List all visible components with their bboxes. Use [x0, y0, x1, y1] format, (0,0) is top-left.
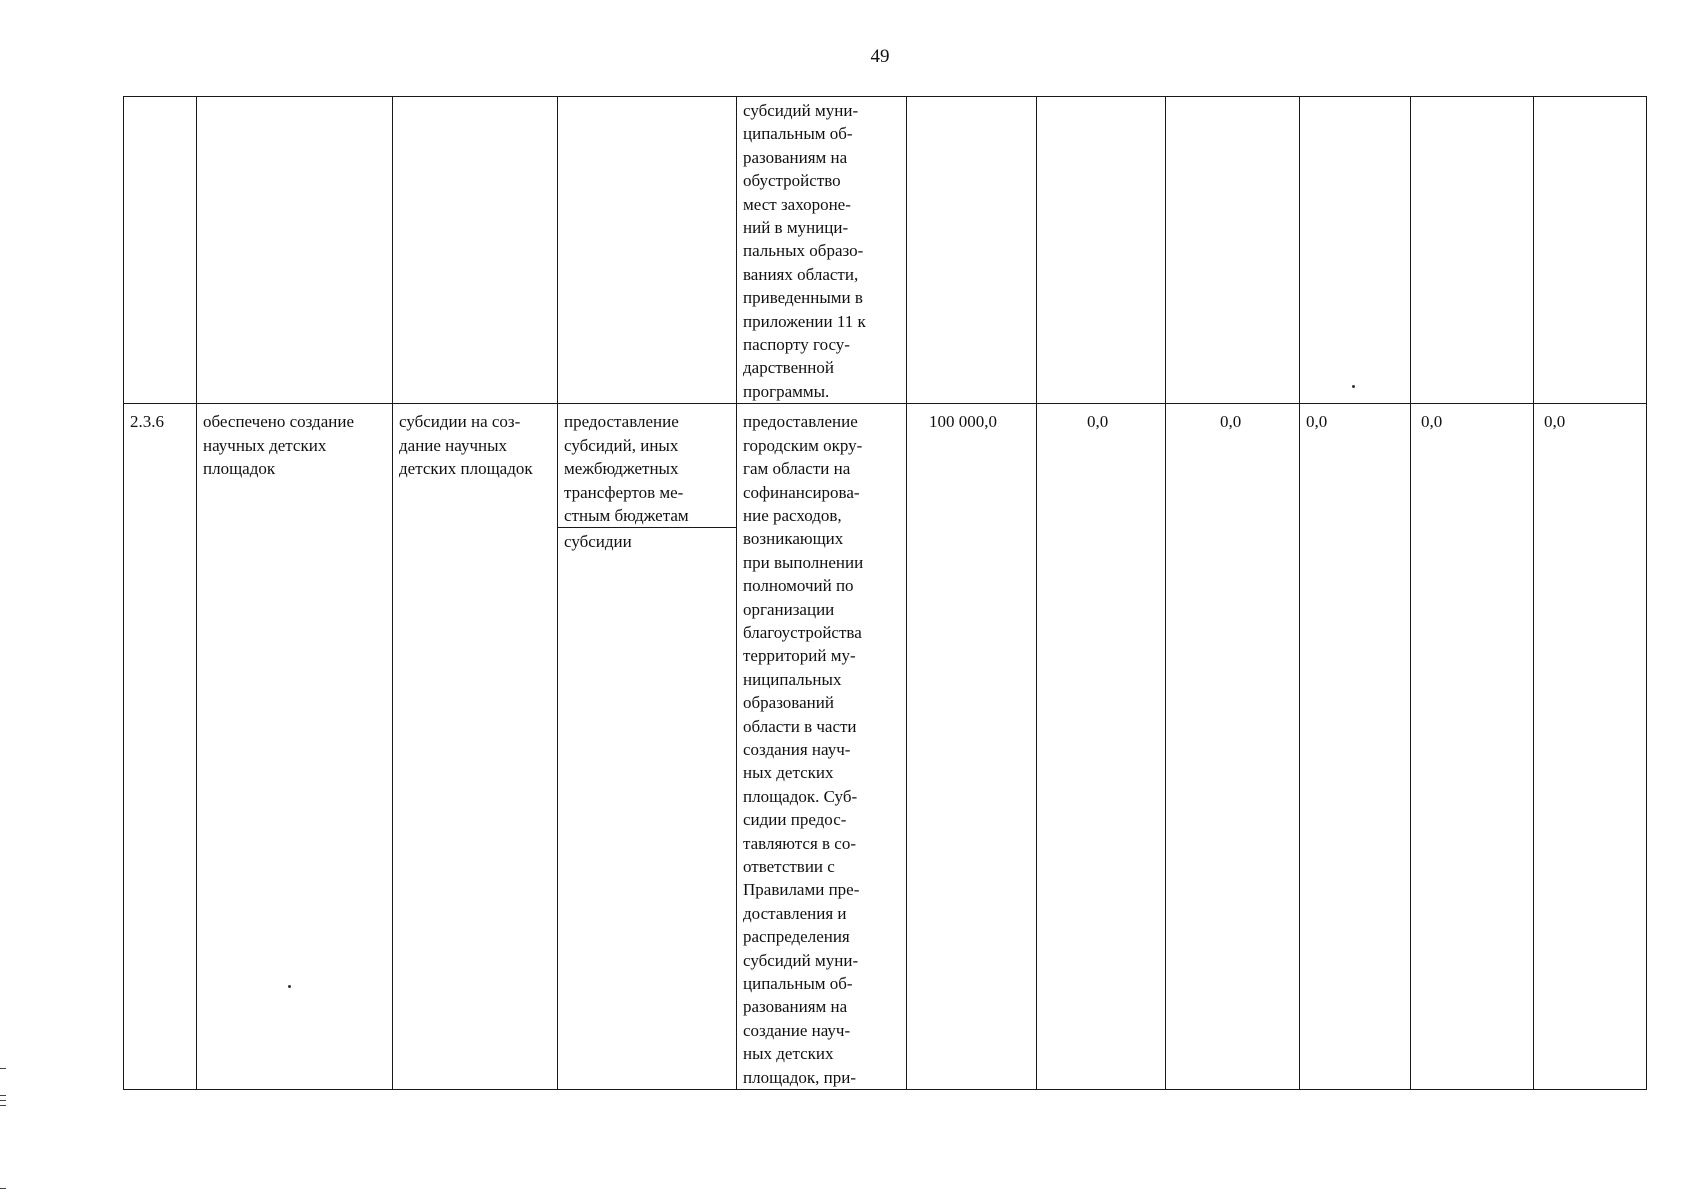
- cell-activity: [393, 404, 558, 1090]
- table-row-continuation: [124, 97, 1647, 404]
- cell-result: [197, 97, 393, 404]
- activity-text: субсидии на соз- дание научных детских площадок: [399, 412, 533, 479]
- cell-amount-6: 0,0: [1534, 404, 1647, 1090]
- table-row-item: [124, 404, 1647, 1090]
- cell-mechanism: [558, 97, 737, 404]
- cell-number: [124, 97, 197, 404]
- mechanism-bottom: субсидии: [564, 532, 632, 552]
- page-number: 49: [870, 46, 890, 67]
- cell-amount: [907, 97, 1037, 404]
- scan-artifact-dot: [1352, 385, 1355, 388]
- cell-amount: [1166, 97, 1300, 404]
- cell-amount-3: 0,0: [1166, 404, 1300, 1090]
- cell-amount-2: 0,0: [1037, 404, 1166, 1090]
- cell-mechanism: [558, 404, 737, 1090]
- cell-amount-5: 0,0: [1411, 404, 1534, 1090]
- cell-number: 2.3.6: [124, 404, 197, 1090]
- description-text: субсидий муни- ципальным об- разованиям на обустройство мест захороне- ний в муници- пальных образо- ваниях области, приведенными в приложении 11 к паспорту госу- дарственной программы.: [743, 101, 866, 401]
- margin-mark: [0, 1188, 6, 1189]
- cell-amount: [1411, 97, 1534, 404]
- mechanism-top-text: предоставление субсидий, иных межбюджетных трансфертов ме- стным бюджетам: [564, 412, 689, 525]
- margin-mark: [0, 1068, 6, 1069]
- margin-mark: [0, 1095, 6, 1096]
- program-table: [123, 96, 1647, 1090]
- description-text: предоставление городским окру- гам области на софинансирова- ние расходов, возникающих при выполнении полномочий по организации благоустройства территорий му- ниципальных образований области в части создания науч- ных детских площадок. Суб- сидии предос- тавляются в со- ответствии с Правилами пре- доставления и распределения субсидий муни- ципальным об- разованиям на создание науч- ных детских площадок, при-: [743, 412, 864, 1087]
- cell-amount-4: 0,0: [1300, 404, 1411, 1090]
- margin-mark: [0, 1105, 6, 1106]
- margin-mark: [0, 1100, 6, 1101]
- cell-amount-1: 100 000,0: [907, 404, 1037, 1090]
- cell-result: обеспечено создание научных детских площадок: [197, 404, 393, 1090]
- mechanism-top: [558, 410, 736, 528]
- cell-amount: [1534, 97, 1647, 404]
- cell-amount: [1300, 97, 1411, 404]
- cell-amount: [1037, 97, 1166, 404]
- cell-description: [737, 404, 907, 1090]
- cell-activity: [393, 97, 558, 404]
- cell-description: [737, 97, 907, 404]
- scan-artifact-dot: [288, 985, 291, 988]
